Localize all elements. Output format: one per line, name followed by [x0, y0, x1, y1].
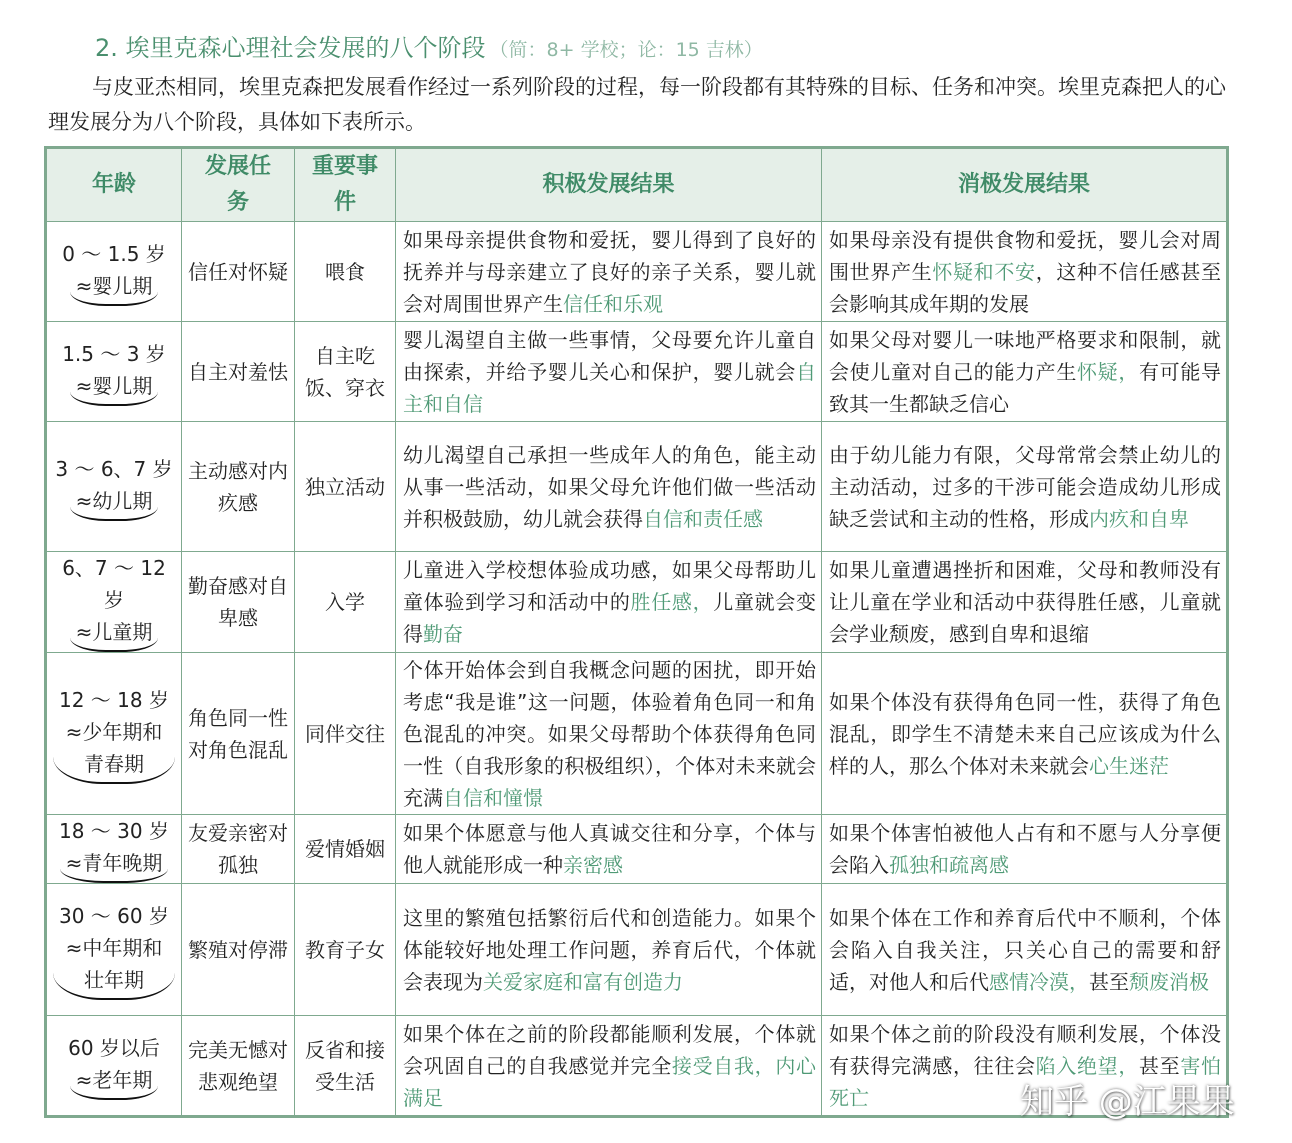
body-text: 甚至 — [1139, 1053, 1181, 1078]
age-cell — [47, 552, 182, 653]
age-period — [53, 616, 175, 652]
age-cell — [47, 1016, 182, 1116]
table-row — [47, 422, 1227, 552]
key-event: 反省和接受生活 — [305, 1037, 385, 1094]
body-text: 由于幼儿能力有限，父母常常会禁止幼儿的主动活动，过多的干涉可能会造成幼儿形成缺乏尝试和主动的性格，形成 — [829, 442, 1221, 531]
negative-outcome-cell — [822, 552, 1227, 653]
event-cell — [295, 322, 396, 422]
development-task: 友爱亲密对孤独 — [188, 821, 288, 877]
body-text: 婴儿渴望自主做一些事情，父母要允许儿童自由探索，并给予婴儿关心和保护，婴儿就会 — [403, 327, 816, 384]
highlight-text: 怀疑， — [1077, 359, 1139, 384]
body-text: 如果个体害怕被他人占有和不愿与人分享便会陷入 — [829, 821, 1221, 877]
task-cell — [182, 1016, 295, 1116]
body-text: 幼儿渴望自己承担一些成年人的角色，能主动从事一些活动，如果父母允许他们做一些活动并积极鼓励，幼儿就会获得 — [403, 442, 816, 531]
age-range: 30 ～ 60 岁 — [59, 903, 169, 928]
section-title — [95, 28, 763, 63]
body-text: 个体开始体会到自我概念问题的困扰，即开始考虑“我是谁”这一问题，体验着角色同一和角色混乱的冲突。如果父母帮助个体获得角色同一性（自我形象的积极组织），个体对未来就会充满 — [403, 657, 816, 810]
development-task: 自主对羞怯 — [188, 359, 288, 384]
body-text: 如果儿童遭遇挫折和困难，父母和教师没有让儿童在学业和活动中获得胜任感，儿童就会学业颓废，感到自卑和退缩 — [829, 558, 1221, 646]
task-cell — [182, 422, 295, 552]
development-task: 信任对怀疑 — [188, 259, 288, 284]
age-cell — [47, 422, 182, 552]
body-text: ，这种不信任感甚至会影响其成年期的发展 — [829, 259, 1222, 316]
negative-outcome-cell — [822, 815, 1227, 884]
age-range: 60 岁以后 — [68, 1035, 160, 1060]
task-cell — [182, 815, 295, 884]
body-text: 儿童就会变得 — [403, 590, 817, 646]
table-row — [47, 815, 1227, 884]
age-period-label: ≈中年期和壮年期 — [53, 932, 175, 1000]
age-period — [53, 485, 175, 521]
age-range: 6、7 ～ 12 岁 — [62, 556, 166, 612]
key-event: 教育子女 — [305, 937, 385, 962]
task-cell — [182, 884, 295, 1016]
highlight-text: 接受自我，内心满足 — [403, 1053, 817, 1110]
negative-outcome-cell — [822, 884, 1227, 1016]
body-text: 有可能导致其一生都缺乏信心 — [829, 359, 1222, 416]
section-title-text: 2. 埃里克森心理社会发展的八个阶段 — [95, 34, 486, 62]
event-cell — [295, 422, 396, 552]
development-task: 繁殖对停滞 — [188, 937, 288, 962]
event-cell — [295, 552, 396, 653]
age-period-label: ≈青年晚期 — [60, 847, 169, 883]
body-text: 如果父母对婴儿一味地严格要求和限制，就会使儿童对自己的能力产生 — [829, 327, 1221, 384]
age-cell — [47, 815, 182, 884]
event-cell — [295, 1016, 396, 1116]
highlight-text: 自主和自信 — [403, 359, 816, 416]
highlight-text: 害怕死亡 — [829, 1053, 1222, 1110]
event-cell — [295, 653, 396, 815]
key-event: 自主吃饭、穿衣 — [305, 343, 385, 400]
header-age: 年龄 — [47, 149, 182, 222]
body-text: 如果个体愿意与他人真诚交往和分享，个体与他人就能形成一种 — [403, 821, 816, 877]
highlight-text: 信任和乐观 — [563, 291, 663, 316]
body-text: 如果个体之前的阶段没有顺利发展，个体没有获得完满感，往往会 — [829, 1021, 1221, 1078]
negative-outcome-cell — [822, 322, 1227, 422]
table-header-row — [47, 149, 1227, 222]
key-event: 同伴交往 — [305, 721, 385, 746]
age-range: 3 ～ 6、7 岁 — [55, 456, 173, 481]
age-period — [53, 1064, 175, 1100]
body-text: 甚至 — [1089, 969, 1129, 994]
key-event: 喂食 — [325, 259, 365, 284]
event-cell — [295, 222, 396, 322]
age-range: 1.5 ～ 3 岁 — [62, 341, 166, 366]
task-cell — [182, 322, 295, 422]
body-text: 这里的繁殖包括繁衍后代和创造能力。如果个体能较好地处理工作问题，养育后代，个体就会表现为 — [403, 905, 816, 994]
table-row — [47, 884, 1227, 1016]
age-period-label: ≈儿童期 — [70, 616, 159, 652]
positive-outcome-cell — [396, 1016, 822, 1116]
positive-outcome-cell — [396, 884, 822, 1016]
task-cell — [182, 552, 295, 653]
exam-note: （简：8+ 学校；论：15 吉林） — [489, 39, 763, 61]
age-period-label: ≈老年期 — [70, 1064, 159, 1100]
age-period-label: ≈婴儿期 — [70, 370, 159, 406]
development-task: 勤奋感对自卑感 — [188, 574, 288, 630]
development-task: 完美无憾对悲观绝望 — [188, 1037, 288, 1094]
positive-outcome-cell — [396, 653, 822, 815]
key-event: 独立活动 — [305, 474, 385, 499]
age-period — [53, 847, 175, 883]
event-cell — [295, 884, 396, 1016]
highlight-text: 心生迷茫 — [1089, 753, 1169, 778]
age-period — [53, 370, 175, 406]
highlight-text: 孤独和疏离感 — [889, 853, 1009, 877]
key-event: 入学 — [325, 590, 365, 614]
table-row — [47, 653, 1227, 815]
header-event: 重要事件 — [295, 149, 396, 222]
negative-outcome-cell — [822, 222, 1227, 322]
highlight-text: 勤奋 — [423, 622, 463, 646]
age-period — [53, 270, 175, 306]
key-event: 爱情婚姻 — [305, 837, 385, 861]
age-period — [53, 716, 175, 784]
age-period-label: ≈婴儿期 — [70, 270, 159, 306]
age-cell — [47, 322, 182, 422]
age-range: 0 ～ 1.5 岁 — [62, 241, 166, 266]
table-row — [47, 552, 1227, 653]
highlight-text: 陷入绝望， — [1035, 1053, 1140, 1078]
task-cell — [182, 653, 295, 815]
highlight-text: 感情冷漠， — [989, 969, 1089, 994]
positive-outcome-cell — [396, 222, 822, 322]
erikson-stages-table — [46, 148, 1227, 1116]
header-task: 发展任务 — [182, 149, 295, 222]
body-text: 如果母亲提供食物和爱抚，婴儿得到了良好的抚养并与母亲建立了良好的亲子关系，婴儿就会对周围世界产生 — [403, 227, 816, 316]
positive-outcome-cell — [396, 322, 822, 422]
highlight-text: 内疚和自卑 — [1089, 506, 1189, 531]
age-cell — [47, 222, 182, 322]
age-range: 12 ～ 18 岁 — [59, 687, 169, 712]
positive-outcome-cell — [396, 815, 822, 884]
body-text: 如果个体没有获得角色同一性，获得了角色混乱，即学生不清楚未来自己应该成为什么样的人，那么个体对未来就会 — [829, 689, 1221, 778]
age-period — [53, 932, 175, 1000]
positive-outcome-cell — [396, 422, 822, 552]
age-range: 18 ～ 30 岁 — [59, 819, 169, 843]
intro-paragraph: 与皮亚杰相同，埃里克森把发展看作经过一系列阶段的过程，每一阶段都有其特殊的目标、任务和冲突。埃里克森把人的心理发展分为八个阶段，具体如下表所示。 — [48, 75, 1226, 134]
negative-outcome-cell — [822, 653, 1227, 815]
highlight-text: 自信和责任感 — [643, 506, 763, 531]
highlight-text: 关爱家庭和富有创造力 — [483, 969, 683, 994]
body-text: 如果个体在之前的阶段都能顺利发展，个体就会巩固自己的自我感觉并完全 — [403, 1021, 816, 1078]
age-cell — [47, 653, 182, 815]
body-text: 如果个体在工作和养育后代中不顺利，个体会陷入自我关注，只关心自己的需要和舒适，对他人和后代 — [829, 905, 1221, 994]
body-text: 儿童进入学校想体验成功感，如果父母帮助儿童体验到学习和活动中的 — [403, 558, 816, 614]
development-task: 主动感对内疚感 — [188, 458, 288, 515]
table-row — [47, 222, 1227, 322]
body-text: 如果母亲没有提供食物和爱抚，婴儿会对周围世界产生 — [829, 227, 1221, 284]
highlight-text: 自信和憧憬 — [443, 785, 543, 810]
table-body — [47, 222, 1227, 1116]
event-cell — [295, 815, 396, 884]
development-task: 角色同一性对角色混乱 — [188, 705, 288, 762]
header-negative: 消极发展结果 — [822, 149, 1227, 222]
highlight-text: 怀疑和不安 — [932, 259, 1036, 284]
highlight-text: 胜任感， — [630, 590, 714, 614]
age-period-label: ≈幼儿期 — [70, 485, 159, 521]
header-positive: 积极发展结果 — [396, 149, 822, 222]
zhihu-watermark: 知乎 @江果果 — [1020, 1082, 1235, 1122]
age-period-label: ≈少年期和青春期 — [53, 716, 175, 784]
highlight-text: 颓废消极 — [1129, 969, 1209, 994]
positive-outcome-cell — [396, 552, 822, 653]
highlight-text: 亲密感 — [563, 853, 623, 877]
table-row — [47, 322, 1227, 422]
age-cell — [47, 884, 182, 1016]
task-cell — [182, 222, 295, 322]
negative-outcome-cell — [822, 422, 1227, 552]
